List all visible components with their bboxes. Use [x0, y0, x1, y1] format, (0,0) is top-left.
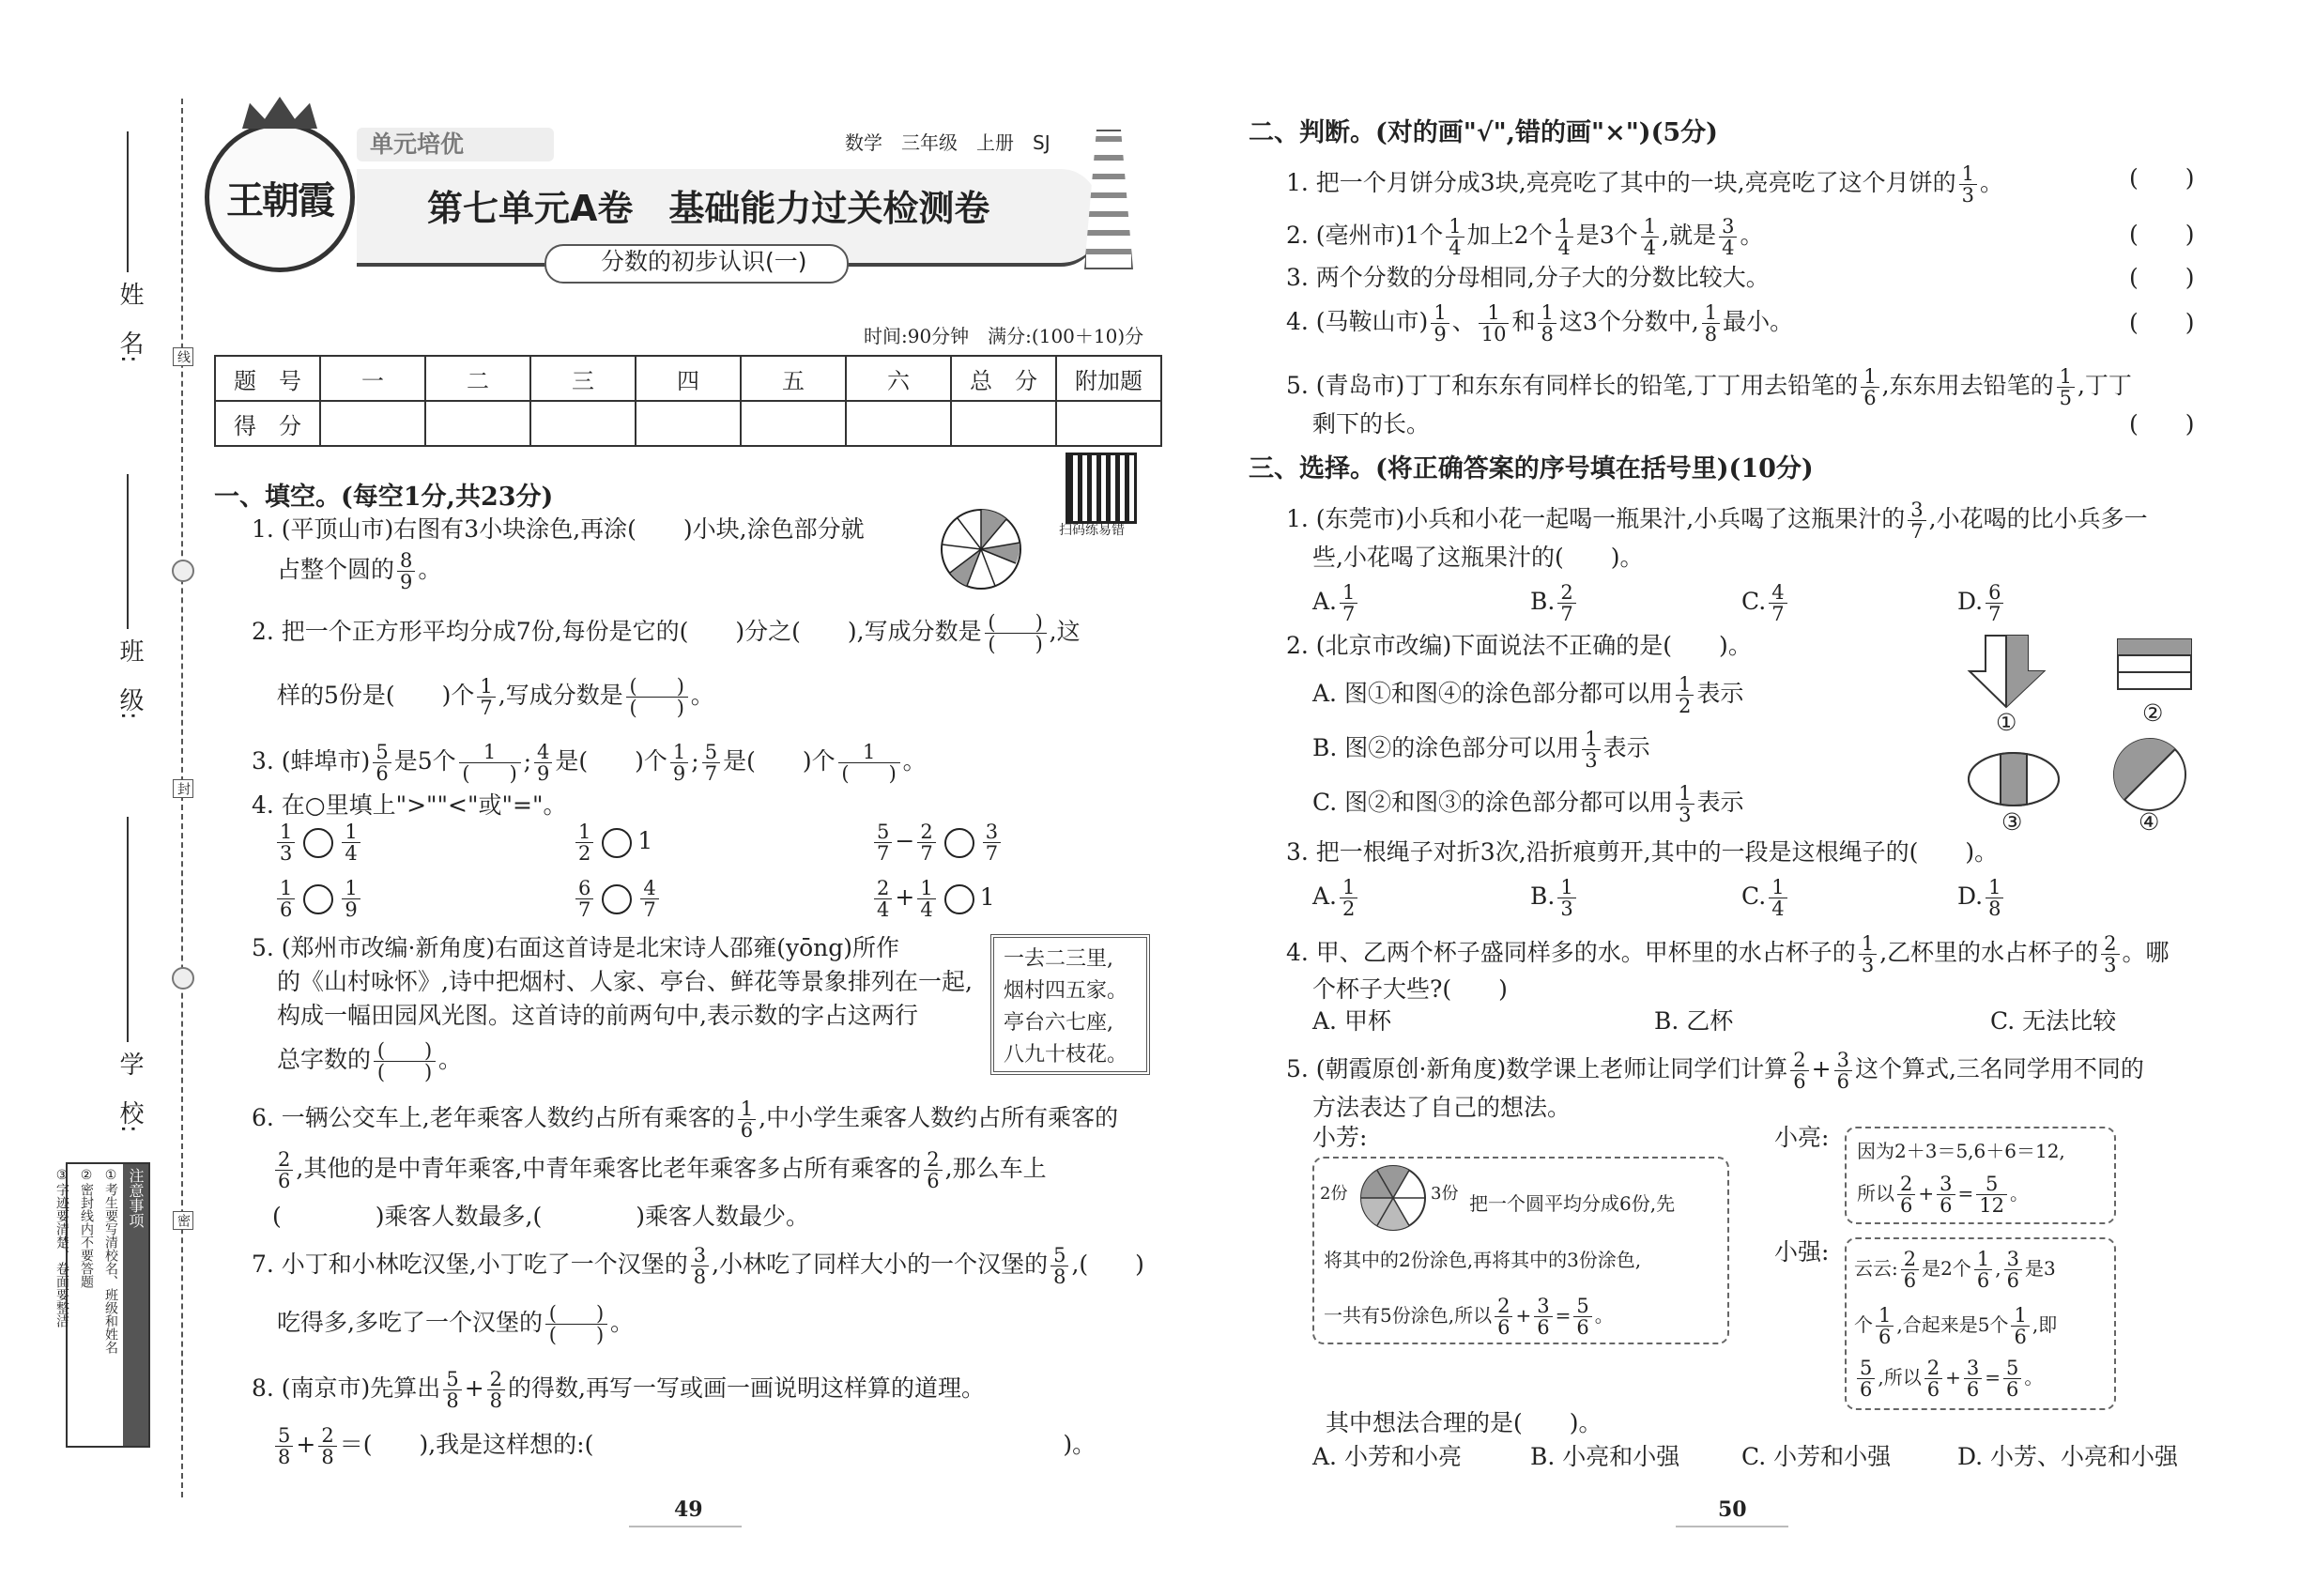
s3-q3-option-d[interactable]: D. $\frac{1}{8}$ — [1957, 877, 2006, 919]
s2-q5-line2: 剩下的长。 — [1312, 410, 1431, 437]
xiaoqiang-label: 小强: — [1774, 1238, 1830, 1266]
circle-half-figure — [2112, 737, 2187, 812]
qr-code-icon[interactable] — [1066, 453, 1137, 524]
grade-meta: 数学 三年级 上册 SJ — [845, 131, 1050, 154]
s1-q6-line1: 6. 一辆公交车上,老年乘客人数约占所有乘客的 $\frac{1}{6}$ ,中小学生乘客人数约占所有乘客的 — [252, 1097, 1119, 1142]
s1-q8-line1: 8. (南京市)先算出 $\frac{5}{8}$ + $\frac{2}{8}$ 的得数,再写一写或画一画说明这样算的道理。 — [252, 1368, 985, 1412]
s3-q2: 2. (北京市改编)下面说法不正确的是( )。 — [1286, 632, 1752, 659]
score-cell[interactable] — [951, 401, 1056, 446]
ellipse-figure — [1967, 751, 2061, 807]
score-col-6: 六 — [846, 356, 951, 401]
score-header-row — [215, 356, 1161, 401]
page-number-ornament — [1676, 1526, 1788, 1527]
score-row-label: 得 分 — [215, 401, 320, 446]
s2-q5-line1: 5. (青岛市)丁丁和东东有同样长的铅笔,丁丁用去铅笔的 $\frac{1}{6}$ ,东东用去铅笔的 $\frac{1}{5}$ ,丁丁 — [1286, 365, 2132, 409]
arrow-figure — [1967, 634, 2047, 709]
circle-6-parts-figure — [1359, 1164, 1427, 1232]
s3-q4-option-a[interactable]: A. 甲杯 — [1312, 1007, 1391, 1035]
poem-line: 一去二三里, — [1004, 947, 1113, 971]
fig-label-2: ② — [2142, 699, 2164, 727]
answer-bracket-4[interactable]: ( ) — [2129, 309, 2195, 336]
xiaoqiang-text-1: 云云: $\frac{2}{6}$ 是2个 $\frac{1}{6}$ , $\frac{3}{6}$ 是3 — [1854, 1248, 2056, 1292]
page-title: 第七单元A卷 基础能力过关检测卷 — [427, 188, 990, 229]
poem-line: 亭台六七座, — [1004, 1011, 1113, 1035]
score-col-total: 总 分 — [951, 356, 1056, 401]
compare-6[interactable]: $\frac{2}{4}$ + $\frac{1}{4}$ 1 — [871, 878, 995, 920]
binding-hole-2 — [172, 967, 194, 990]
s3-q3-option-a[interactable]: A. $\frac{1}{2}$ — [1312, 877, 1360, 919]
compare-2[interactable]: $\frac{1}{2}$ 1 — [573, 821, 652, 864]
series-label: 单元培优 — [370, 130, 465, 158]
compare-4[interactable]: $\frac{1}{6}$ $\frac{1}{9}$ — [274, 878, 363, 920]
s1-q6-line3: ( )乘客人数最多,( )乘客人数最少。 — [272, 1203, 809, 1230]
crown-icon — [242, 97, 317, 129]
s3-q5-option-d[interactable]: D. 小芳、小亮和小强 — [1957, 1443, 2179, 1470]
binding-hole-1 — [172, 560, 194, 582]
xiaofang-3-parts: 3份 — [1431, 1184, 1459, 1204]
s3-q2-option-c[interactable]: C. 图②和图③的涂色部分都可以用 $\frac{1}{3}$ 表示 — [1312, 782, 1744, 826]
s3-q1-option-b[interactable]: B. $\frac{2}{7}$ — [1530, 582, 1579, 624]
circle-9-parts-figure — [939, 507, 1023, 591]
page-number-right: 50 — [1718, 1497, 1747, 1522]
s1-q5-line4: 总字数的 $\frac{( )}{( )}$ 。 — [277, 1039, 463, 1083]
score-cell[interactable] — [425, 401, 530, 446]
s3-q5-option-c[interactable]: C. 小芳和小强 — [1741, 1443, 1892, 1470]
s3-q3-option-c[interactable]: C. $\frac{1}{4}$ — [1741, 877, 1790, 919]
page-subtitle: 分数的初步认识(一) — [601, 248, 807, 275]
page-number-left: 49 — [674, 1497, 703, 1522]
s3-q1-line2: 些,小花喝了这瓶果汁的( )。 — [1312, 544, 1644, 571]
score-col-2: 二 — [425, 356, 530, 401]
s3-q4-line1: 4. 甲、乙两个杯子盛同样多的水。甲杯里的水占杯子的 $\frac{1}{3}$ ,乙杯里的水占杯子的 $\frac{2}{3}$ 。哪 — [1286, 932, 2170, 976]
note-2: ②密封线内不要答题 — [79, 1168, 94, 1288]
s1-q7-line2: 吃得多,多吃了一个汉堡的 $\frac{( )}{( )}$ 。 — [277, 1302, 634, 1346]
score-col-3: 三 — [530, 356, 636, 401]
score-col-4: 四 — [636, 356, 741, 401]
s1-q1-line1: 1. (平顶山市)右图有3小块涂色,再涂( )小块,涂色部分就 — [252, 515, 865, 543]
answer-bracket-1[interactable]: ( ) — [2129, 164, 2195, 192]
s1-q4: 4. 在○里填上">""<"或"="。 — [252, 791, 567, 819]
score-col-1: 一 — [320, 356, 425, 401]
poem-line: 八九十枝花。 — [1004, 1043, 1128, 1067]
class-field-line[interactable] — [127, 474, 129, 629]
s1-q5-line3: 构成一幅田园风光图。这首诗的前两句中,表示数的字占这两行 — [277, 1002, 918, 1029]
xiaofang-text-1: 把一个圆平均分成6份,先 — [1469, 1192, 1676, 1215]
s3-q5-line2: 方法表达了自己的想法。 — [1312, 1094, 1572, 1121]
compare-5[interactable]: $\frac{6}{7}$ $\frac{4}{7}$ — [573, 878, 662, 920]
section3-heading: 三、选择。(将正确答案的序号填在括号里)(10分) — [1249, 454, 1814, 483]
note-3: ③字迹要清楚、卷面要整洁 — [54, 1168, 69, 1327]
score-value-row — [215, 401, 1161, 446]
s2-q3: 3. 两个分数的分母相同,分子大的分数比较大。 — [1286, 264, 1770, 291]
s1-q6-line2: $\frac{2}{6}$ ,其他的是中青年乘客,中青年乘客比老年乘客多占所有乘客的 $\frac{2}{6}$ ,那么车上 — [272, 1149, 1047, 1191]
xiaofang-label: 小芳: — [1312, 1124, 1368, 1151]
s3-q4-option-c[interactable]: C. 无法比较 — [1990, 1007, 2117, 1035]
lighthouse-icon — [1084, 130, 1133, 269]
rectangle-figure — [2117, 638, 2192, 690]
name-label: 姓 名: — [115, 282, 144, 363]
score-table — [214, 355, 1162, 447]
s3-q1-option-a[interactable]: A. $\frac{1}{7}$ — [1312, 582, 1360, 624]
score-cell[interactable] — [1056, 401, 1161, 446]
section1-heading: 一、填空。(每空1分,共23分) — [214, 483, 554, 512]
school-field-line[interactable] — [127, 817, 129, 1042]
s3-q1-option-c[interactable]: C. $\frac{4}{7}$ — [1741, 582, 1790, 624]
score-cell[interactable] — [320, 401, 425, 446]
series-banner — [357, 128, 554, 161]
time-info: 时间:90分钟 满分:(100＋10)分 — [864, 325, 1144, 347]
cut-mark-seal: 封 — [173, 779, 193, 798]
xiaoliang-text-1: 因为2＋3＝5,6＋6＝12, — [1857, 1140, 2065, 1162]
answer-bracket-5[interactable]: ( ) — [2129, 410, 2195, 437]
s3-q1-line1: 1. (东莞市)小兵和小花一起喝一瓶果汁,小兵喝了这瓶果汁的 $\frac{3}{7}$ ,小花喝的比小兵多一 — [1286, 499, 2148, 543]
note-1: ①考生要写清校名、班级和姓名 — [103, 1168, 118, 1354]
cut-mark-line: 线 — [173, 347, 193, 366]
s3-q5-line1: 5. (朝霞原创·新角度)数学课上老师让同学们计算 $\frac{2}{6}$ + $\frac{3}{6}$ 这个算式,三名同学用不同的 — [1286, 1049, 2144, 1093]
brand-name: 王朝霞 — [226, 177, 333, 223]
qr-caption: 扫码练易错 — [1059, 523, 1125, 538]
compare-1[interactable]: $\frac{1}{3}$ $\frac{1}{4}$ — [274, 821, 363, 864]
page-number-ornament — [629, 1526, 742, 1527]
score-cell[interactable] — [741, 401, 846, 446]
xiaofang-text-3: 一共有5份涂色,所以 $\frac{2}{6}$ + $\frac{3}{6}$ = $\frac{5}{6}$ 。 — [1324, 1295, 1614, 1339]
answer-bracket-3[interactable]: ( ) — [2129, 264, 2195, 291]
xiaofang-text-2: 将其中的2份涂色,再将其中的3份涂色, — [1324, 1249, 1642, 1271]
xiaoliang-label: 小亮: — [1774, 1124, 1830, 1151]
score-cell[interactable] — [846, 401, 951, 446]
s2-q4: 4. (马鞍山市) $\frac{1}{9}$ 、 $\frac{1}{10}$ 和 $\frac{1}{8}$ 这3个分数中, $\frac{1}{8}$ 最小。 — [1286, 301, 1794, 345]
s2-q1: 1. 把一个月饼分成3块,亮亮吃了其中的一块,亮亮吃了这个月饼的 $\frac{1}{3}$ 。 — [1286, 162, 2003, 207]
poem-line: 烟村四五家。 — [1004, 979, 1128, 1003]
name-field-line[interactable] — [127, 131, 129, 272]
xiaofang-2-parts: 2份 — [1320, 1184, 1348, 1204]
s1-q5-line1: 5. (郑州市改编·新角度)右面这首诗是北宋诗人邵雍(yōng)所作 — [252, 934, 900, 961]
xiaoqiang-text-2: 个 $\frac{1}{6}$ ,合起来是5个 $\frac{1}{6}$ ,即 — [1854, 1304, 2058, 1348]
s2-q2: 2. (亳州市)1个 $\frac{1}{4}$ 加上2个 $\frac{1}{4}$ 是3个 $\frac{1}{4}$ ,就是 $\frac{3}{4}$ 。 — [1286, 215, 1764, 259]
s3-q1-option-d[interactable]: D. $\frac{6}{7}$ — [1957, 582, 2006, 624]
s3-q3: 3. 把一根绳子对折3次,沿折痕剪开,其中的一段是这根绳子的( )。 — [1286, 838, 1999, 866]
score-col-5: 五 — [741, 356, 846, 401]
binding-line — [181, 99, 183, 1497]
class-label: 班 级: — [115, 638, 144, 720]
section2-heading: 二、判断。(对的画"√",错的画"×")(5分) — [1249, 118, 1718, 147]
brand-logo — [205, 122, 355, 272]
s1-q8-line2: $\frac{5}{8}$ + $\frac{2}{8}$ ＝( ),我是这样想的:( )。 — [272, 1425, 1096, 1467]
s3-q2-option-a[interactable]: A. 图①和图④的涂色部分都可以用 $\frac{1}{2}$ 表示 — [1312, 673, 1744, 717]
s3-q4-option-b[interactable]: B. 乙杯 — [1654, 1007, 1734, 1035]
s3-q3-option-b[interactable]: B. $\frac{1}{3}$ — [1530, 877, 1579, 919]
score-cell[interactable] — [636, 401, 741, 446]
s1-q2-line2: 样的5份是( )个 $\frac{1}{7}$ ,写成分数是 $\frac{( )}{( )}$ 。 — [277, 675, 714, 719]
s1-q7-line1: 7. 小丁和小林吃汉堡,小丁吃了一个汉堡的 $\frac{3}{8}$ ,小林吃了同样大小的一个汉堡的 $\frac{5}{8}$ ,( ) — [252, 1244, 1144, 1288]
s1-q5-line2: 的《山村咏怀》,诗中把烟村、人家、亭台、鲜花等景象排列在一起, — [277, 968, 973, 995]
s3-q5-prompt: 其中想法合理的是( )。 — [1326, 1409, 1602, 1436]
s3-q5-option-a[interactable]: A. 小芳和小亮 — [1312, 1443, 1462, 1470]
score-col-label: 题 号 — [215, 356, 320, 401]
s3-q2-option-b[interactable]: B. 图②的涂色部分可以用 $\frac{1}{3}$ 表示 — [1312, 728, 1650, 772]
frac-8-9: $\frac{8}{9}$ — [397, 550, 415, 592]
notes-title: 注意事项 — [123, 1164, 148, 1446]
fig-label-4: ④ — [2139, 808, 2160, 836]
cut-mark-secret: 密 — [173, 1211, 193, 1230]
fig-label-3: ③ — [2001, 808, 2023, 836]
compare-3[interactable]: $\frac{5}{7}$ − $\frac{2}{7}$ $\frac{3}{7}$ — [871, 821, 1004, 864]
score-col-bonus: 附加题 — [1056, 356, 1161, 401]
fig-label-1: ① — [1996, 709, 2017, 736]
s1-q2-line1: 2. 把一个正方形平均分成7份,每份是它的( )分之( ),写成分数是 $\frac{( )}{( )}$ ,这 — [252, 611, 1081, 655]
answer-bracket-2[interactable]: ( ) — [2129, 221, 2195, 248]
poem-box — [990, 934, 1150, 1075]
s3-q5-option-b[interactable]: B. 小亮和小强 — [1530, 1443, 1680, 1470]
xiaoliang-text-2: 所以 $\frac{2}{6}$ + $\frac{3}{6}$ = $\frac{5}{12}$ 。 — [1857, 1173, 2030, 1217]
s1-q3: 3. (蚌埠市) $\frac{5}{6}$ 是5个 $\frac{1}{( )}$ ; $\frac{4}{9}$ 是( )个 $\frac{1}{9}$ ; $\frac{5}{7}$ 是( )个 $\frac{1}{( )}$ 。 — [252, 741, 927, 785]
s3-q4-line2: 个杯子大些?( ) — [1312, 975, 1508, 1003]
school-label: 学 校: — [115, 1051, 144, 1133]
xiaoqiang-text-3: $\frac{5}{6}$ ,所以 $\frac{2}{6}$ + $\frac{3}{6}$ = $\frac{5}{6}$ 。 — [1854, 1358, 2043, 1400]
s1-q1-line2: 占整个圆的 $\frac{8}{9}$ 。 — [277, 549, 442, 593]
score-cell[interactable] — [530, 401, 636, 446]
notes-box — [54, 1162, 150, 1448]
